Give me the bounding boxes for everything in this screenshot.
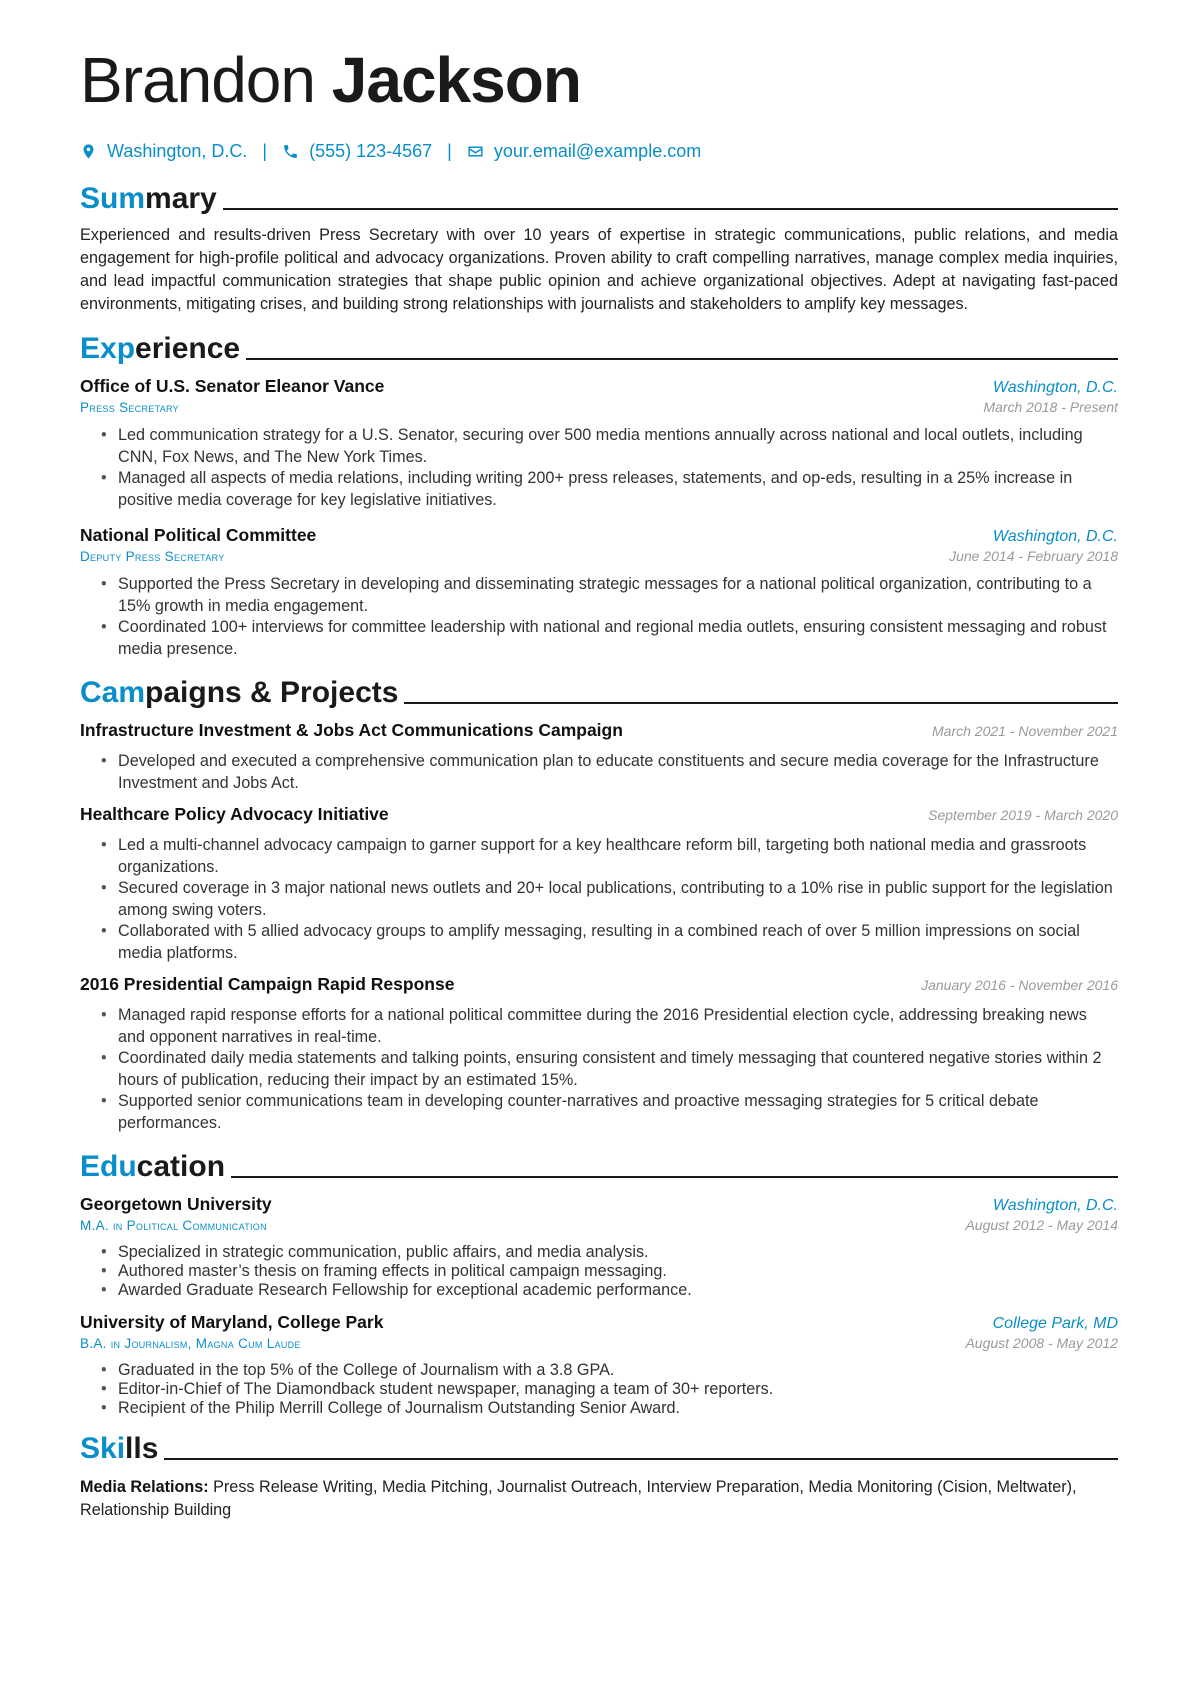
project-entry (80, 720, 1118, 794)
contact-location (80, 141, 247, 162)
section-title-skills (80, 1428, 1118, 1466)
list-item: • Graduated in the top 5% of the College of Journalism with a 3.8 GPA. (118, 1361, 1118, 1380)
bullet-list (80, 1361, 1118, 1418)
bullet-list (80, 1005, 1118, 1134)
heading-rest: paigns & Projects (145, 676, 399, 709)
list-item: • Awarded Graduate Research Fellowship for exceptional academic performance. (118, 1281, 1118, 1300)
phone-text: (555) 123-4567 (309, 140, 433, 161)
bullet-list (80, 835, 1118, 964)
entry-date: June 2014 - February 2018 (949, 548, 1118, 564)
bullet-list (80, 1243, 1118, 1300)
heading-rest: cation (136, 1150, 226, 1183)
contact-separator: | (262, 140, 268, 161)
skill-list: Press Release Writing, Media Pitching, Journalist Outreach, Interview Preparation, Media Monitoring (Cision, Meltwater), Relationship Building (80, 1478, 1077, 1519)
entry-date: August 2008 - May 2012 (965, 1335, 1118, 1351)
entry-location: College Park, MD (992, 1315, 1118, 1332)
section-title-campaigns (80, 672, 1118, 710)
list-item: • Led communication strategy for a U.S. Senator, securing over 500 media mentions annually across national and local outlets, including CNN, Fox News, and The New York Times. (118, 425, 1118, 468)
contact-separator: | (447, 140, 452, 161)
contact-phone[interactable] (282, 141, 432, 162)
candidate-name (80, 44, 1118, 116)
heading-accent: Cam (80, 676, 146, 709)
school-name: University of Maryland, College Park (80, 1312, 384, 1332)
list-item: • Secured coverage in 3 major national news outlets and 20+ local publications, contributing to a 10% rise in public support for the legislation among swing voters. (118, 878, 1118, 921)
school-name: Georgetown University (80, 1194, 272, 1214)
heading-accent: Exp (80, 332, 136, 365)
last-name: Jackson (331, 44, 581, 116)
entry-date: March 2018 - Present (983, 399, 1118, 415)
employer-name: Office of U.S. Senator Eleanor Vance (80, 376, 385, 396)
location-text: Washington, D.C. (107, 140, 248, 161)
entry-location: Washington, D.C. (992, 1197, 1118, 1214)
job-title: Deputy Press Secretary (80, 549, 225, 564)
list-item: • Developed and executed a comprehensive communication plan to educate constituents and secure media coverage for the Infrastructure Investment and Jobs Act. (118, 751, 1118, 794)
bullet-list (80, 574, 1118, 660)
section-heading (80, 1150, 225, 1184)
section-rule (246, 358, 1118, 360)
list-item: • Managed rapid response efforts for a national political committee during the 2016 Presidential election cycle, addressing breaking news and opponent narratives in real-time. (118, 1005, 1118, 1048)
entry-location: Washington, D.C. (992, 379, 1118, 396)
education-entry (80, 1312, 1118, 1418)
section-title-experience (80, 328, 1118, 366)
summary-text: Experienced and results-driven Press Secretary with over 10 years of expertise in strategic communications, public relations, and media engagement for high-profile political and advocacy organizations. Proven ability to craft compelling narratives, manage complex media inquiries, and lead impactful communication strategies that shape public opinion and achieve organizational objectives. Adept at navigating fast-paced environments, mitigating crises, and building strong relationships with journalists and stakeholders to amplify key messages. (80, 226, 1118, 313)
envelope-icon (467, 143, 484, 160)
list-item: • Supported the Press Secretary in developing and disseminating strategic messages for a national political organization, contributing to a 15% growth in media engagement. (118, 574, 1118, 617)
entry-date: January 2016 - November 2016 (921, 977, 1118, 993)
list-item: • Authored master’s thesis on framing effects in political campaign messaging. (118, 1262, 1118, 1281)
section-rule (231, 1176, 1118, 1178)
heading-accent: Edu (80, 1150, 137, 1183)
section-rule (223, 208, 1118, 210)
job-title: Press Secretary (80, 400, 179, 415)
project-title: Infrastructure Investment & Jobs Act Communications Campaign (80, 720, 623, 740)
heading-accent: Ski (80, 1432, 126, 1465)
email-text: your.email@example.com (493, 140, 702, 161)
contact-bar (80, 138, 1118, 164)
section-heading (80, 676, 398, 710)
section-heading (80, 332, 240, 366)
section-title-education (80, 1146, 1118, 1184)
bullet-list (80, 751, 1118, 794)
degree: M.A. in Political Communication (80, 1218, 267, 1233)
section-rule (164, 1458, 1118, 1460)
list-item: • Coordinated 100+ interviews for committee leadership with national and regional media outlets, ensuring consistent messaging and robust media presence. (118, 617, 1118, 660)
project-entry (80, 804, 1118, 964)
project-title: 2016 Presidential Campaign Rapid Response (80, 974, 455, 994)
contact-email[interactable] (467, 141, 701, 162)
experience-entry (80, 525, 1118, 660)
skill-category: Media Relations: (80, 1478, 209, 1496)
list-item: • Led a multi-channel advocacy campaign to garner support for a key healthcare reform bill, targeting both national media and grassroots organizations. (118, 835, 1118, 878)
experience-entry (80, 376, 1118, 511)
list-item: • Specialized in strategic communication, public affairs, and media analysis. (118, 1243, 1118, 1262)
employer-name: National Political Committee (80, 525, 317, 545)
education-entry (80, 1194, 1118, 1300)
bullet-list (80, 425, 1118, 511)
section-title-summary (80, 178, 1118, 216)
degree: B.A. in Journalism, Magna Cum Laude (80, 1336, 301, 1351)
heading-rest: lls (125, 1432, 159, 1465)
first-name: Brandon (80, 44, 315, 116)
project-entry (80, 974, 1118, 1134)
section-heading (80, 182, 217, 216)
map-pin-icon (80, 143, 97, 160)
project-title: Healthcare Policy Advocacy Initiative (80, 804, 389, 824)
list-item: • Coordinated daily media statements and talking points, ensuring consistent and timely messaging that countered negative stories within 2 hours of publication, reducing their impact by an estimated 15%. (118, 1048, 1118, 1091)
entry-date: March 2021 - November 2021 (932, 723, 1118, 739)
heading-accent: Sum (80, 182, 146, 215)
phone-icon (282, 143, 299, 160)
list-item: • Recipient of the Philip Merrill College of Journalism Outstanding Senior Award. (118, 1399, 1118, 1418)
entry-location: Washington, D.C. (992, 528, 1118, 545)
entry-date: August 2012 - May 2014 (965, 1217, 1118, 1233)
section-heading (80, 1432, 158, 1466)
heading-rest: mary (145, 182, 217, 215)
list-item: • Managed all aspects of media relations, including writing 200+ press releases, statements, and op-eds, resulting in a 25% increase in positive media coverage for key legislative initiatives. (118, 468, 1118, 511)
entry-date: September 2019 - March 2020 (928, 807, 1118, 823)
list-item: • Collaborated with 5 allied advocacy groups to amplify messaging, resulting in a combined reach of over 5 million impressions on social media platforms. (118, 921, 1118, 964)
skills-line (80, 1476, 1118, 1522)
list-item: • Editor-in-Chief of The Diamondback student newspaper, managing a team of 30+ reporters. (118, 1380, 1118, 1399)
heading-rest: erience (135, 332, 241, 365)
section-rule (404, 702, 1118, 704)
list-item: • Supported senior communications team in developing counter-narratives and proactive messaging strategies for 5 critical debate performances. (118, 1091, 1118, 1134)
